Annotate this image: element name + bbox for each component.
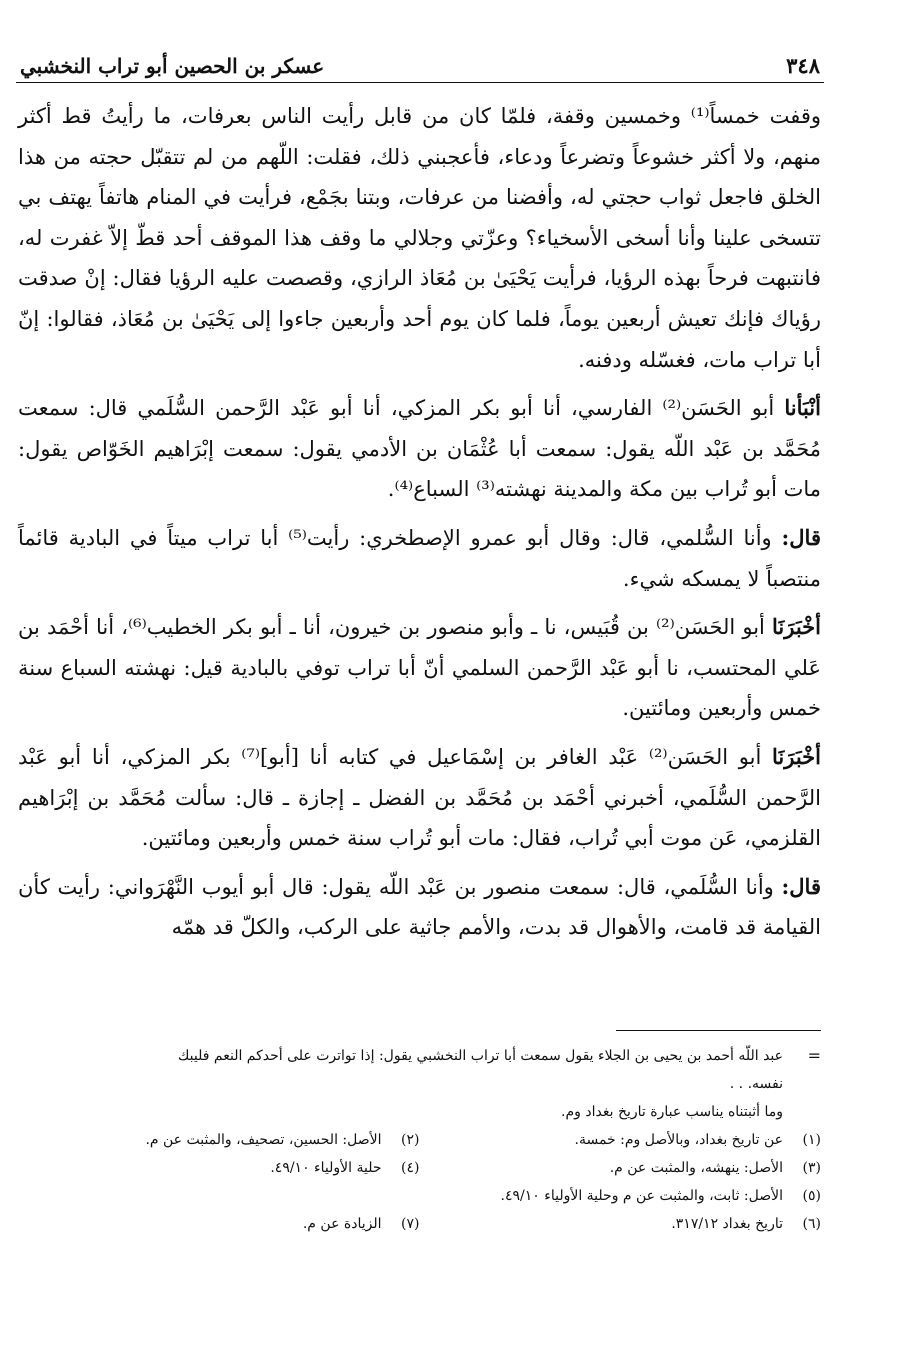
footnote-line: عبد اللّه أحمد بن يحيى بن الجلاء يقول سمعت أبا تراب النخشبي يقول: إذا تواترت على أحدكم النعم فليبك bbox=[177, 1048, 783, 1064]
footnote-line: وما أثبتناه يناسب عبارة تاريخ بغداد وم. bbox=[561, 1104, 783, 1120]
paragraph-text: أبو الحَسَن⁽²⁾ الفارسي، أنا أبو بكر المزكي، أنا أبو عَبْد الرَّحمن السُّلَمي قال: سمعت مُحَمَّد بن عَبْد اللّه يقول: سمعت أبا عُثْمَان بن الأدمي يقول: سمعت إبْرَاهيم الخَوّاص يقول: مات أبو تُراب بين مكة والمدينة نهشته⁽³⁾ السباع⁽⁴⁾. bbox=[18, 396, 821, 502]
paragraph-text: أبو الحَسَن⁽²⁾ بن قُبَيس، نا ـ وأبو منصور بن خيرون، أنا ـ أبو بكر الخطيب⁽⁶⁾، أنا أحْمَد بن عَلي المحتسب، نا أبو عَبْد الرَّحمن السلمي أنّ أبا تراب توفي بالبادية قيل: نهشته السباع سنة خمس وأربعين ومائتين. bbox=[18, 615, 821, 721]
footnote-number: (٦) bbox=[802, 1216, 821, 1232]
paragraph-lead: قال: bbox=[781, 873, 821, 899]
paragraph-lead: أنْبَأنا bbox=[784, 395, 821, 421]
paragraph-text: وأنا السُّلمي، قال: وقال أبو عمرو الإصطخري: رأيت⁽⁵⁾ أبا تراب ميتاً في البادية قائماً منتصباً لا يمسكه شيء. bbox=[18, 525, 821, 591]
footnote-number: (٤) bbox=[401, 1160, 420, 1176]
page-number: ٣٤٨ bbox=[786, 53, 820, 78]
footnote-line: نفسه. . . bbox=[729, 1076, 783, 1092]
paragraph-lead: قال: bbox=[781, 524, 821, 550]
paragraph bbox=[18, 518, 821, 599]
footnote bbox=[18, 1154, 420, 1182]
paragraph-text: أبو الحَسَن⁽²⁾ عَبْد الغافر بن إسْمَاعيل في كتابه أنا [أبو]⁽⁷⁾ بكر المزكي، أنا أبو عَبْد الرَّحمن السُّلَمي، أخبرني أحْمَد بن مُحَمَّد بن الفضل ـ إجازة ـ قال: سألت مُحَمَّد بن إبْرَاهيم القلزمي، عَن موت أبي تُراب، فقال: مات أبو تُراب سنة خمس وأربعين ومائتين. bbox=[18, 744, 822, 851]
paragraph bbox=[18, 607, 821, 729]
footnote-row bbox=[18, 1182, 821, 1210]
paragraph bbox=[18, 737, 821, 859]
footnote-divider bbox=[616, 1030, 821, 1031]
footnote-number: (٢) bbox=[401, 1132, 420, 1148]
footnote-number: (١) bbox=[802, 1132, 821, 1148]
footnote-row bbox=[18, 1126, 821, 1154]
paragraph-lead: أخْبَرَنَا bbox=[772, 614, 821, 640]
footnote-number: (٧) bbox=[401, 1216, 420, 1232]
running-title: عسكر بن الحصين أبو تراب النخشبي bbox=[20, 54, 325, 78]
footnote-text: حلية الأولياء ٤٩/١٠. bbox=[270, 1160, 382, 1176]
footnote-text: الزيادة عن م. bbox=[302, 1216, 382, 1232]
footnote bbox=[420, 1126, 822, 1154]
footnote-text: الأصل: ينهشه، والمثبت عن م. bbox=[609, 1160, 783, 1176]
paragraph-lead: أخْبَرَنَا bbox=[772, 743, 821, 769]
paragraph bbox=[18, 388, 821, 510]
continuation-mark: = bbox=[807, 1046, 821, 1065]
footnote-text: تاريخ بغداد ٣١٧/١٢. bbox=[671, 1216, 783, 1232]
footnote bbox=[420, 1210, 822, 1238]
footnote bbox=[18, 1182, 821, 1210]
footnote-text: الأصل: الحسين، تصحيف، والمثبت عن م. bbox=[145, 1132, 382, 1148]
footnote bbox=[18, 1126, 420, 1154]
main-text bbox=[18, 96, 821, 956]
footnotes bbox=[18, 1042, 821, 1238]
footnote-text: عن تاريخ بغداد، وبالأصل وم: خمسة. bbox=[574, 1132, 783, 1148]
footnote-continuation bbox=[18, 1042, 821, 1126]
paragraph-text: وقفت خمساً⁽¹⁾ وخمسين وقفة، فلمّا كان من قابل رأيت الناس بعرفات، ما رأيتُ قط أكثر منهم، ولا أكثر خشوعاً وتضرعاً ودعاء، فأعجبني ذلك، فقلت: اللّهم من لم تتقبّل حجته من هذا الخلق فاجعل ثواب حجتي له، وأفضنا من عرفات، وبتنا بجَمْع، فرأيت في المنام هاتفاً يهتف بي تتسخى علينا وأنا أسخى الأسخياء؟ وعزّتي وجلالي ما وقف هذا الموقف أحد قطّ إلاّ غفرت له، فانتبهت فرحاً بهذه الرؤيا، فرأيت يَحْيَىٰ بن مُعَاذ الرازي، وقصصت عليه الرؤيا فقال: إنْ صدقت رؤياك فإنك تعيش أربعين يوماً، فلما كان يوم أحد وأربعين جاءوا إلى يَحْيَىٰ بن مُعَاذ، فقالوا: إنّ أبا تراب مات، فغسّله ودفنه. bbox=[18, 104, 821, 372]
footnote bbox=[18, 1210, 420, 1238]
paragraph-text: وأنا السُّلَمي، قال: سمعت منصور بن عَبْد اللّه يقول: قال أبو أيوب النَّهْرَواني: رأيت كأن القيامة قد قامت، والأهوال قد بدت، والأمم جاثية على الركب، والكلّ قد همّه bbox=[18, 874, 821, 940]
footnote-row bbox=[18, 1154, 821, 1182]
paragraph bbox=[18, 96, 821, 380]
paragraph bbox=[18, 867, 821, 948]
footnote-number: (٣) bbox=[802, 1160, 821, 1176]
running-header bbox=[16, 44, 824, 83]
footnote-text: الأصل: ثابت، والمثبت عن م وحلية الأولياء ٤٩/١٠. bbox=[500, 1188, 783, 1204]
footnote bbox=[420, 1154, 822, 1182]
footnote-number: (٥) bbox=[802, 1188, 821, 1204]
footnote-row bbox=[18, 1210, 821, 1238]
